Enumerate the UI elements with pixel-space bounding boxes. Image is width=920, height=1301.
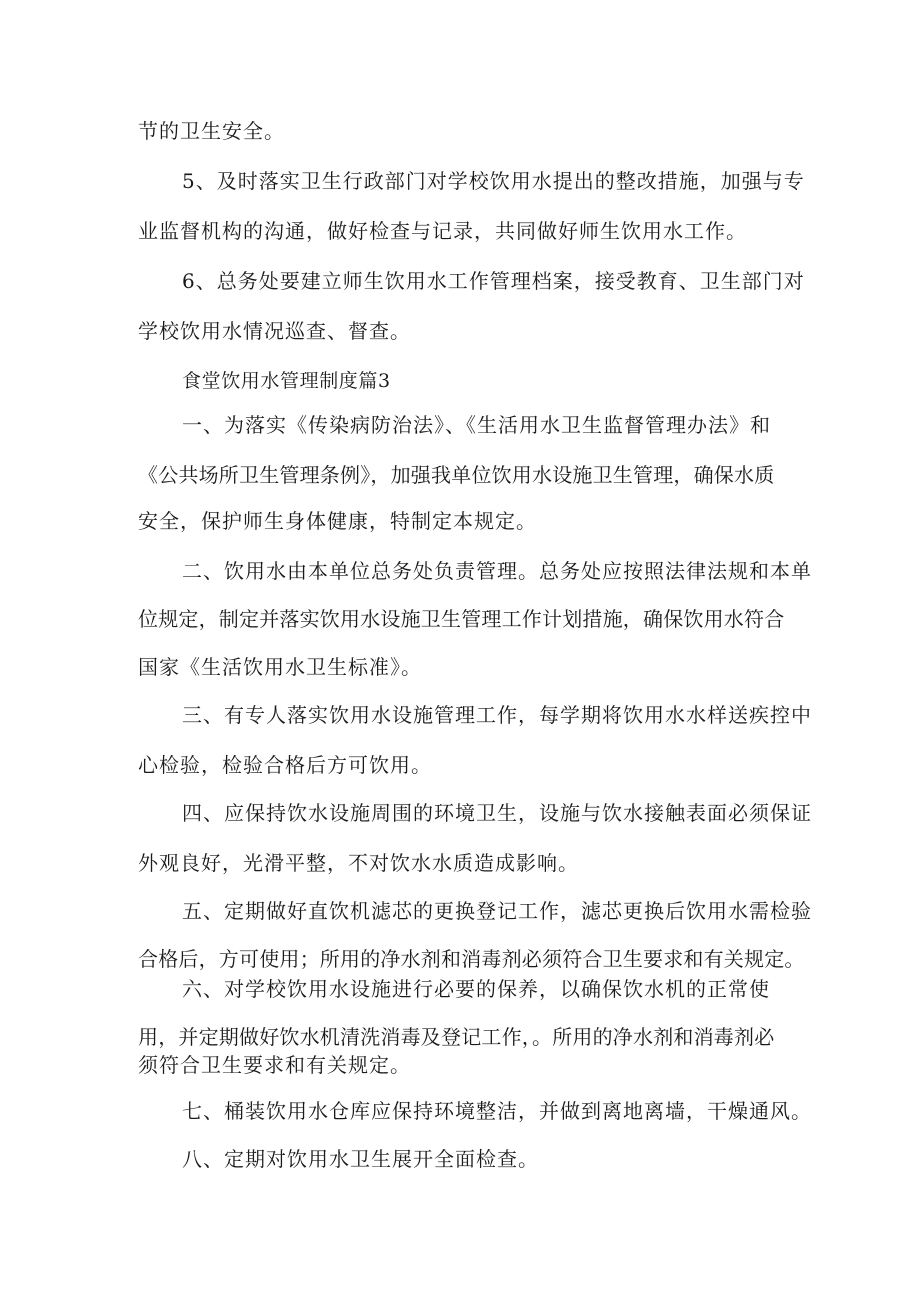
text-line: 六、对学校饮用水设施进行必要的保养，以确保饮水机的正常使 <box>182 977 770 1001</box>
text-line: 位规定，制定并落实饮用水设施卫生管理工作计划措施，确保饮用水符合 <box>138 607 785 631</box>
text-line: 二、饮用水由本单位总务处负责管理。总务处应按照法律法规和本单 <box>182 559 812 583</box>
text-line: 5、及时落实卫生行政部门对学校饮用水提出的整改措施，加强与专 <box>182 169 805 193</box>
text-line: 七、桶装饮用水仓库应保持环境整洁，并做到离地离墙，干燥通风。 <box>182 1099 812 1123</box>
text-line: 三、有专人落实饮用水设施管理工作，每学期将饮用水水样送疾控中 <box>182 703 812 727</box>
text-line: 节的卫生安全。 <box>138 119 285 143</box>
section-heading: 食堂饮用水管理制度篇3 <box>182 370 391 392</box>
text-line: 八、定期对饮用水卫生展开全面检查。 <box>182 1147 539 1171</box>
text-line: 外观良好，光滑平整，不对饮水水质造成影响。 <box>138 851 579 875</box>
text-line: 学校饮用水情况巡查、督查。 <box>138 319 411 343</box>
text-line: 安全，保护师生身体健康，特制定本规定。 <box>138 509 537 533</box>
text-line: 心检验，检验合格后方可饮用。 <box>138 753 432 777</box>
text-line: 《公共场所卫生管理条例》，加强我单位饮用水设施卫生管理，确保水质 <box>138 463 775 487</box>
text-line: 五、定期做好直饮机滤芯的更换登记工作，滤芯更换后饮用水需检验 <box>182 899 812 923</box>
text-line: 合格后，方可使用；所用的净水剂和消毒剂必须符合卫生要求和有关规定。 <box>138 947 805 971</box>
text-line: 四、应保持饮水设施周围的环境卫生，设施与饮水接触表面必须保证 <box>182 801 812 825</box>
text-line: 国家《生活饮用水卫生标准》。 <box>138 655 422 679</box>
text-line: 业监督机构的沟通，做好检查与记录，共同做好师生饮用水工作。 <box>138 219 747 243</box>
text-line: 用，并定期做好饮水机清洗消毒及登记工作，。所用的净水剂和消毒剂必 <box>138 1025 775 1049</box>
text-line: 6、总务处要建立师生饮用水工作管理档案，接受教育、卫生部门对 <box>182 269 805 293</box>
text-line: 须符合卫生要求和有关规定。 <box>138 1053 411 1077</box>
text-line: 一、为落实《传染病防治法》、《生活用水卫生监督管理办法》和 <box>182 413 771 437</box>
